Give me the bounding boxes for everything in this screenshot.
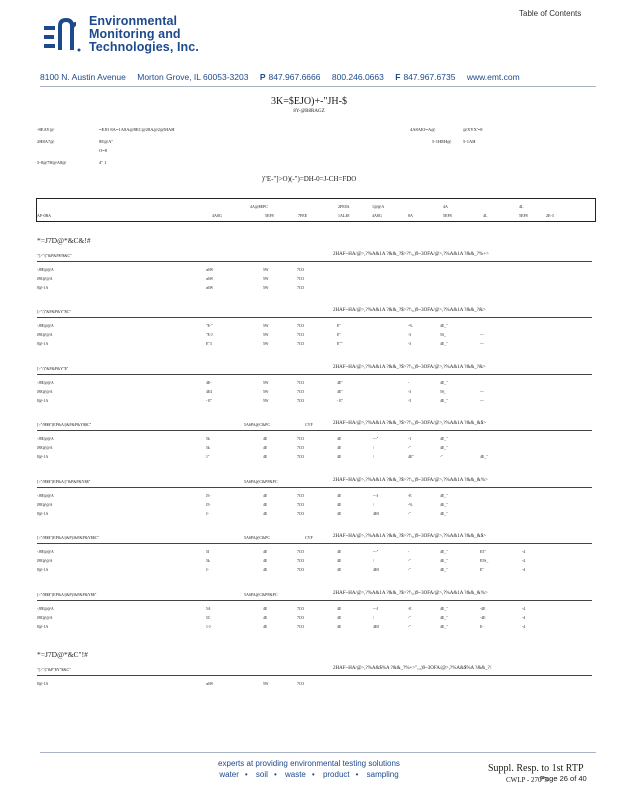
table-cell: 4E [263,512,268,516]
table-cell: 7CO [297,437,305,441]
table-cell: 4E [337,494,342,498]
table-cell: J8E@@A [37,333,53,337]
method-reference: 2HAF~HA/@>,?%A&1A ?&&_?$>?!\,,)9~3OFA/@>,?%A&1A ?&&_&%> [333,478,488,483]
table-cell: a6W [206,277,214,281]
table-cell: 5W [263,268,269,272]
method-mid: 5A6PA@C&PP&PC [244,592,278,597]
table-cell: 7CO [297,399,305,403]
method-mid: 5A6PA@C&PC [244,535,270,540]
service-sampling: sampling [366,770,399,779]
section-title: )"E-"]>O)(-")=DH-0=J-CH=FDO [261,175,357,183]
phone-label: P [259,72,266,82]
report-title: 3K=$EJO)+-"JH-$ [271,96,347,107]
table-cell: 4E [337,625,342,629]
meta-key: 4A8AEJ=A@ [410,127,436,132]
table-cell: E"" [337,342,343,346]
table-cell: -4 [522,568,526,572]
table-cell: 7CO [297,625,305,629]
table-cell: \ [373,503,375,507]
method-label: [>"/H$$")EP&A\)&P)\&P&P&Y$$" [37,592,97,597]
table-cell: J8E@@A [37,446,53,450]
table-cell: 1" [206,455,210,459]
meta-key: 2H8A7@ [37,139,55,144]
table-cell: 4E4 [206,390,213,394]
table-cell: 5S_ [440,390,446,394]
column-header: 1AL48 [338,213,350,218]
method-reference: 2HAF~HA/@>,?%A&$%A ?&&_?%+>",,,)9~3OFA/@>,?%A&$%A ?&&_?\ [333,666,492,671]
table-cell: 4E" [337,390,343,394]
table-cell: 8@-1A [37,342,49,346]
table-cell: 5J [206,550,210,554]
table-cell: E" [337,333,341,337]
service-product: product [322,770,350,779]
table-cell: 5W [263,399,269,403]
service-waste: waste [284,770,306,779]
method-label: [>"/H$$")EP&A\)&P&P&Y$$C" [37,422,92,427]
table-cell: -3 [408,333,412,337]
phone-number: 847.967.6666 [268,72,321,82]
table-cell: \ [373,446,375,450]
bates-number: CWLP - 270"5 [506,776,548,784]
table-cell: 4E [263,607,268,611]
table-cell: J8E@@A [37,559,53,563]
table-cell: 4E_" [440,568,448,572]
table-cell: E" [337,324,341,328]
company-line-1: Environmental [89,14,178,28]
table-cell: 4E_" [440,503,448,507]
table-cell: 7CO [297,559,305,563]
method-mid: 5A6PA@C&PC [244,422,270,427]
table-cell: -E [408,494,412,498]
table-of-contents-link[interactable]: Table of Contents [519,9,582,18]
table-cell: 5W [263,286,269,290]
column-header: 4A8G [372,213,382,218]
meta-key: 5-1HEH@ [432,139,452,144]
table-cell: -" [408,568,411,572]
table-cell: --- [480,399,484,403]
table-cell: 4E_" [440,342,448,346]
table-cell: 7CO [297,277,305,281]
table-cell: 4E [337,512,342,516]
column-header: 8A [408,213,413,218]
table-cell: - [408,550,410,554]
table-cell: 4E [337,616,342,620]
table-cell: 4E [263,616,268,620]
table-cell: 4E [337,607,342,611]
table-cell: 8@-1A [37,625,49,629]
method-reference: 2HAF~HA/@>,?%A&1A ?&&_?$>?!\,,)9~3OFA/@>,?%A&1A ?&&_?%+> [333,252,489,257]
table-cell: 4E_" [440,446,448,450]
method-label: [>"/H$$")EP&A\)"&P&P&Y$$" [37,479,91,484]
table-cell: J8E@@A [37,390,53,394]
column-header-top: 1@@A [372,204,385,209]
table-cell: -4 [522,550,526,554]
table-cell: -" [440,455,443,459]
method-underline [37,430,592,431]
table-cell: "E-" [206,324,213,328]
table-cell: 4E_" [440,381,448,385]
table-cell: -4 [522,625,526,629]
table-cell: -4E [480,607,486,611]
column-header: 7FEE [298,213,308,218]
table-cell: 7CO [297,503,305,507]
column-header: 2E-3 [546,213,554,218]
table-cell: 4E [337,437,342,441]
table-cell: 4E [263,550,268,554]
meta-value: 4" 1 [99,160,107,165]
method-reference: 2HAF~HA/@>,?%A&1A ?&&_?$>?!\,,)9~3OFA/@>,?%A&1A ?&&_&$> [333,534,487,539]
table-cell: 4E [263,559,268,563]
table-cell: 7CO [297,342,305,346]
meta-value: =EJO 8A=1A8A@8EC@28A@2@MAH [99,127,175,132]
fax-number: 847.967.6735 [403,72,456,82]
table-cell: 5W [263,333,269,337]
city-state-zip: Morton Grove, IL 60053-3203 [137,72,249,82]
analyte-group-title: *=J7D@*&C"!# [37,650,88,659]
table-cell: 4E_" [440,550,448,554]
table-cell: 4E_" [440,625,448,629]
table-cell: E"3 [206,342,212,346]
method-underline [37,600,592,601]
method-underline [37,543,592,544]
table-cell: 4E_" [440,437,448,441]
table-cell: - E" [337,399,344,403]
table-cell: -3 [408,342,412,346]
column-header: 4A8G [212,213,222,218]
website: www.emt.com [466,72,520,82]
table-cell: 1-J [206,625,211,629]
method-mid-right: CVF [305,535,313,540]
table-cell: ---" [373,550,379,554]
table-cell: \ [373,455,375,459]
page-number: Page 26 of 40 [540,774,587,783]
table-cell: 4E_" [440,559,448,563]
table-cell: 4E_" [440,494,448,498]
table-cell: 8@-1A [37,286,49,290]
table-cell: E" [480,568,484,572]
method-underline [37,374,592,375]
table-cell: J8E@@A [37,616,53,620]
table-cell: 5C [206,616,211,620]
method-underline [37,261,592,262]
table-cell: 7CO [297,333,305,337]
table-cell: 7CO [297,455,305,459]
table-cell: 4E" [337,381,343,385]
table-cell: 7CO [297,286,305,290]
table-cell: 7CO [297,324,305,328]
column-header-top: 2FE8A [338,204,350,209]
table-cell: 4E [337,503,342,507]
table-cell: \ [373,559,375,563]
table-cell: 7CO [297,381,305,385]
table-cell: -J8E@@A [37,381,54,385]
table-cell: 4E_" [440,512,448,516]
table-cell: -J8E@@A [37,494,54,498]
table-cell: ---" [373,437,379,441]
table-cell: -4E [480,616,486,620]
tollfree-number: 800.246.0663 [331,72,384,82]
table-cell: 7CO [297,512,305,516]
table-cell: -" [408,625,411,629]
analyte-group-title: *=J7D@*&C&!# [37,236,91,245]
table-cell: 4E_" [440,324,448,328]
table-cell: J5- [206,503,211,507]
table-cell: 4E [263,503,268,507]
table-cell: 5k [206,446,210,450]
table-cell: 4E0 [373,625,380,629]
table-cell: 5W [263,342,269,346]
method-underline [37,675,592,676]
table-cell: 7CO [297,446,305,450]
table-cell: J- [206,568,209,572]
table-cell: 4E [263,494,268,498]
method-mid: 5A6PA@C&PP&PC [244,479,278,484]
table-cell: 7CO [297,607,305,611]
table-cell: -" [408,559,411,563]
method-reference: 2HAF~HA/@>,?%A&1A ?&&_?$>?!\,,)9~3OFA/@>,?%A&1A ?&&_&%> [333,591,488,596]
table-cell: 8@-1A [37,682,49,686]
table-cell: 7CO [297,682,305,686]
table-cell: -4 [522,559,526,563]
company-name [89,15,199,54]
table-cell: 4E [263,568,268,572]
table-cell: -% [408,324,413,328]
table-cell: 5S_ [440,333,446,337]
table-cell: E5" [480,550,486,554]
table-cell: -% [408,503,413,507]
table-cell: a6W [206,268,214,272]
table-cell: 7CO [297,568,305,572]
table-cell: 4E [337,568,342,572]
table-cell: a6W [206,286,214,290]
service-soil: soil [255,770,268,779]
table-cell: 4E [263,625,268,629]
method-label: "[>"/)"&P&P$?$&C" [37,253,72,258]
method-label: [>"/)"&P&P&Y"$C" [37,309,71,314]
meta-value: @XYX'=8 [463,127,483,132]
table-cell: 4E [337,559,342,563]
column-header-box [36,198,596,222]
column-header-top: 4A@$EPC [250,204,268,209]
column-header: AF-0BA [37,213,52,218]
meta-key: 5-8@7H@A8@ [37,160,67,165]
table-cell: --- [480,333,484,337]
method-reference: 2HAF~HA/@>,?%A&1A ?&&_?$>?!\,,)9~3OFA/@>,?%A&1A ?&&_?&> [333,365,486,370]
fax-label: F [395,72,401,82]
table-cell: 4E [263,446,268,450]
table-cell: 4E [263,437,268,441]
method-label: [>"/)"&P&P&Y"$" [37,366,69,371]
table-cell: J8E@@A [37,277,53,281]
meta-value: 5-1AH [463,139,476,144]
table-cell: 7CO [297,550,305,554]
table-cell: 5k [206,559,210,563]
table-cell: 5A [206,607,211,611]
table-cell: 4E [337,455,342,459]
header-divider [40,86,596,87]
emt-logo-icon [40,16,82,56]
table-cell: 7CO [297,390,305,394]
table-cell: 4E_" [440,399,448,403]
company-line-2: Monitoring and [89,27,181,41]
table-cell: -J8E@@A [37,550,54,554]
method-mid-right: CVF [305,422,313,427]
table-cell: --- [480,342,484,346]
table-cell: 7CO [297,494,305,498]
table-cell: - E" [206,399,213,403]
table-cell: -1 [408,437,412,441]
table-cell: 4E [337,550,342,554]
method-label: "[>"/)"&P"$Y"$&C" [37,667,71,672]
table-cell: E5S_ [480,559,489,563]
table-cell: 5W [263,277,269,281]
service-water: water [219,770,239,779]
table-cell: 4E [337,446,342,450]
footer-divider [40,752,596,753]
table-cell: - [408,381,410,385]
report-subtitle: 8Y-@R8RAGZ [293,109,325,114]
method-label: [>"/H$$")EP&A\)&P)\&P&P&Y$$C" [37,535,100,540]
table-cell: 8@-1A [37,568,49,572]
table-cell: 4E_" [440,607,448,611]
table-cell: 8@-1A [37,399,49,403]
meta-value: 8E@A" [99,139,114,144]
column-header-top: 4L [519,204,524,209]
table-cell: 5W [263,682,269,686]
column-header: 5EF8 [265,213,274,218]
table-cell: -3 [408,399,412,403]
table-cell: \ [373,616,375,620]
method-reference: 2HAF~HA/@>,?%A&1A ?&&_?$>?!\,,)9~3OFA/@>,?%A&1A ?&&_&$> [333,421,487,426]
table-cell: -3 [408,390,412,394]
table-cell: 4E0 [373,512,380,516]
company-line-3: Technologies, Inc. [89,40,199,54]
table-cell: -J8E@@A [37,268,54,272]
table-cell: -J8E@@A [37,437,54,441]
table-cell: J8E@@A [37,503,53,507]
table-cell: 4E_" [440,616,448,620]
table-cell: E- [480,625,484,629]
meta-value: O=8 [99,148,108,153]
table-cell: 5k [206,437,210,441]
table-cell: 7CO [297,616,305,620]
table-cell: 4E0 [373,568,380,572]
table-cell: 4E- [206,381,212,385]
address-bar [40,72,529,82]
street-address: 8100 N. Austin Avenue [40,72,126,82]
table-cell: -E [408,607,412,611]
table-cell: --- [480,390,484,394]
table-cell: -" [408,512,411,516]
method-underline [37,317,592,318]
table-cell: 5W [263,381,269,385]
meta-key: -8EAY@ [37,127,54,132]
table-cell: 7CO [297,268,305,272]
table-cell: 8@-1A [37,455,49,459]
table-cell: -J8E@@A [37,324,54,328]
table-cell: -" [408,446,411,450]
supplemental-response: Suppl. Resp. to 1st RTP [488,763,584,774]
method-underline [37,487,592,488]
table-cell: 4E" [408,455,414,459]
table-cell: a6W [206,682,214,686]
footer-services: water • soil • waste • product • sampling [219,770,399,779]
footer-tagline: experts at providing environmental testing solutions [218,759,400,768]
table-cell: ---J [373,494,379,498]
table-cell: 5W [263,324,269,328]
column-header: 5EF8 [519,213,528,218]
column-header: 4L [483,213,488,218]
table-cell: 5W [263,390,269,394]
table-cell: 8@-1A [37,512,49,516]
table-cell: ---J [373,607,379,611]
table-cell: 4E [263,455,268,459]
table-cell: -J8E@@A [37,607,54,611]
table-cell: J- [206,512,209,516]
table-cell: -" [408,616,411,620]
method-reference: 2HAF~HA/@>,?%A&1A ?&&_?$>?!\,,)9~3OFA/@>,?%A&1A ?&&_?&> [333,308,486,313]
table-cell: -4 [522,616,526,620]
column-header-top: 4A [443,204,448,209]
table-cell: 4E_" [480,455,488,459]
table-cell: -4 [522,607,526,611]
table-cell: J5- [206,494,211,498]
column-header: 5EF8 [443,213,452,218]
table-cell: "E-J [206,333,213,337]
